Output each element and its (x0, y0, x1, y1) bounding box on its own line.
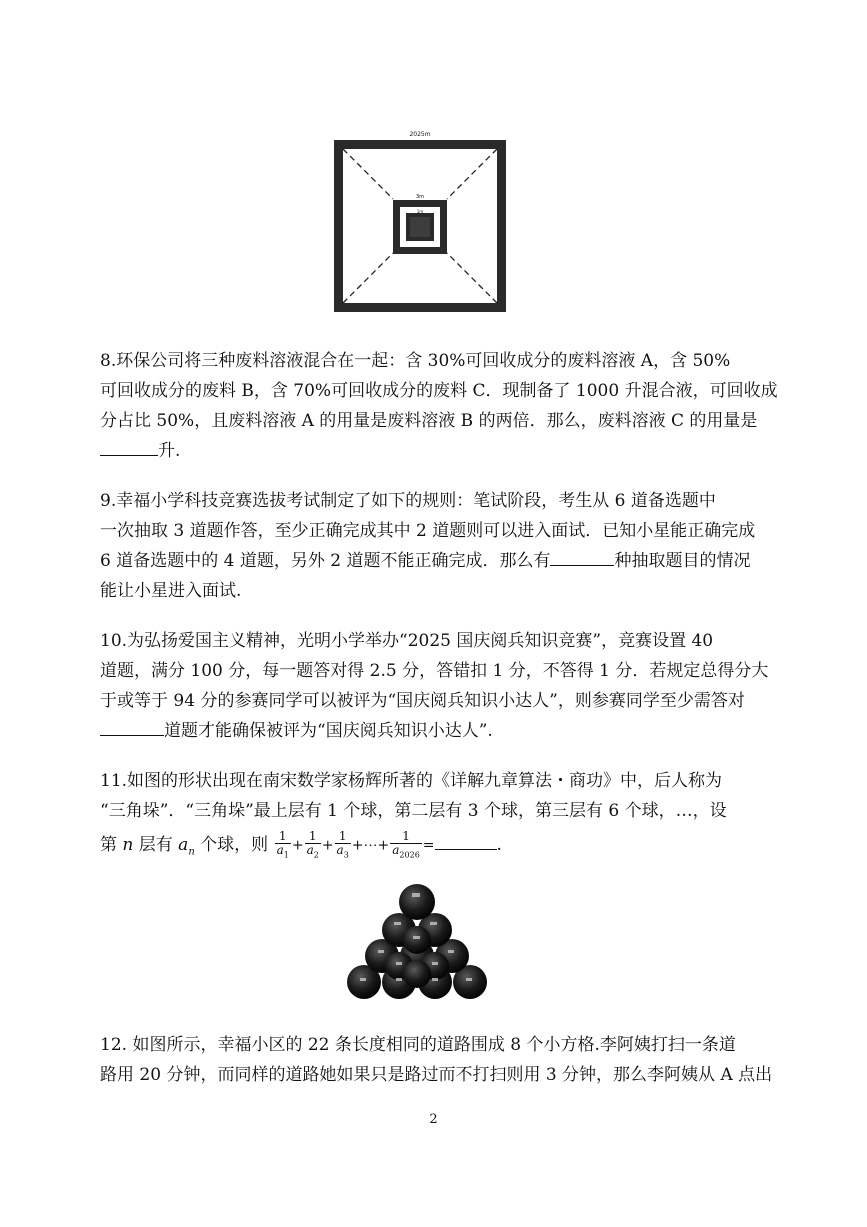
fraction-last: $\frac{1}{a_{2026}}$ (392, 828, 420, 860)
q9-line-3-after: 种抽取题目的情况 (614, 551, 751, 571)
q9-line-3-before: 6 道备选题中的 4 道题，另外 2 道题不能正确完成．那么有 (100, 551, 551, 571)
ball-pyramid-diagram (346, 878, 488, 1002)
q8-line-4 (100, 436, 780, 466)
square-field-figure (332, 126, 508, 316)
q11-text-b: 层有 (133, 835, 179, 855)
plus-1: + (291, 837, 304, 854)
question-10 (100, 626, 780, 746)
q10-line-4-text: 道题才能确保被评为“国庆阅兵知识小达人”. (164, 721, 493, 741)
inner-length-label: 1m (416, 209, 424, 214)
q11-line-3 (100, 826, 780, 871)
q11-end: . (496, 835, 502, 855)
q10-line-2: 道题，满分 100 分，每一题答对得 2.5 分，答错扣 1 分，不答得 1 分．若规定总得分大 (100, 661, 769, 681)
q11-var-a-sub: n (188, 846, 195, 858)
plus-2: + (321, 837, 334, 854)
nested-squares-diagram (332, 126, 508, 316)
equals-sign: = (422, 837, 435, 854)
q11-answer-blank[interactable] (435, 831, 497, 850)
question-12 (100, 1030, 780, 1090)
q11-var-a: a (178, 835, 189, 855)
question-8 (100, 346, 780, 466)
q11-line-2: “三角垛”．“三角垛”最上层有 1 个球，第二层有 3 个球，第三层有 6 个球，…，设 (100, 801, 727, 821)
triangular-stack-figure (346, 878, 488, 1002)
q9-line-2: 一次抽取 3 道题作答，至少正确完成其中 2 道题则可以进入面试．已知小星能正确完成 (100, 521, 756, 541)
q8-line-4-text: 升. (158, 441, 181, 461)
q10-answer-blank[interactable] (100, 717, 164, 736)
page-number: 2 (429, 1112, 438, 1127)
question-11 (100, 766, 780, 871)
q12-line-2: 路用 20 分钟，而同样的道路她如果只是路过而不打扫则用 3 分钟，那么李阿姨从 A 点出 (100, 1065, 773, 1085)
fraction-2: $\frac{1}{a_2}$ (306, 828, 319, 860)
q8-line-3: 分占比 50%，且废料溶液 A 的用量是废料溶液 B 的两倍．那么，废料溶液 C 的用量是 (100, 411, 758, 431)
q9-answer-blank[interactable] (550, 547, 614, 566)
q10-line-3: 于或等于 94 分的参赛同学可以被评为“国庆阅兵知识小达人”，则参赛同学至少需答对 (100, 691, 745, 711)
q8-line-1: 8.环保公司将三种废料溶液混合在一起：含 30%可回收成分的废料溶液 A，含 50% (100, 351, 731, 371)
outer-length-label: 2025m (409, 131, 431, 138)
q11-var-n: n (122, 835, 134, 855)
question-9 (100, 486, 780, 606)
fraction-1: $\frac{1}{a_1}$ (276, 828, 289, 860)
q9-line-4: 能让小星进入面试. (100, 581, 242, 601)
fraction-3: $\frac{1}{a_3}$ (336, 828, 349, 860)
q11-text-c: 个球，则 (194, 835, 274, 855)
plus-ellipsis: +⋯+ (351, 837, 390, 854)
q9-line-1: 9.幸福小学科技竞赛选拔考试制定了如下的规则：笔试阶段，考生从 6 道备选题中 (100, 491, 716, 511)
q10-line-1: 10.为弘扬爱国主义精神，光明小学举办“2025 国庆阅兵知识竞赛”，竞赛设置 40 (100, 631, 714, 651)
q8-line-2: 可回收成分的废料 B，含 70%可回收成分的废料 C．现制备了 1000 升混合液，可回收成 (100, 381, 778, 401)
q11-line-1: 11.如图的形状出现在南宋数学家杨辉所著的《详解九章算法・商功》中，后人称为 (100, 771, 723, 791)
q11-text-a: 第 (100, 835, 123, 855)
q10-line-4 (100, 716, 780, 746)
q12-line-1: 12. 如图所示，幸福小区的 22 条长度相同的道路围成 8 个小方格.李阿姨打扫一条道 (100, 1035, 736, 1055)
q8-answer-blank[interactable] (100, 437, 158, 456)
q9-line-3 (100, 546, 780, 576)
inner-outer-length-label: 3m (415, 194, 425, 200)
